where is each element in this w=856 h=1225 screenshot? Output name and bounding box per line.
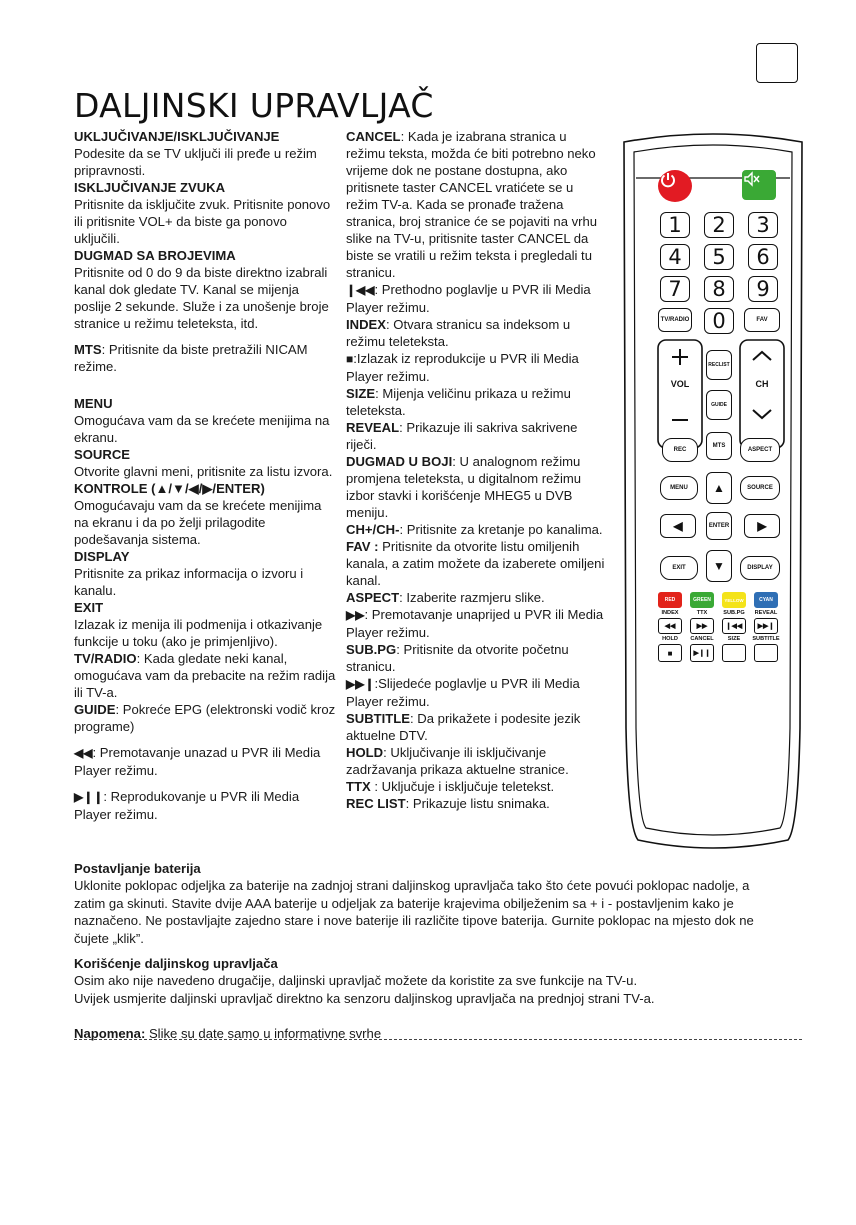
page-number-box	[756, 43, 798, 83]
heading-exit: EXIT	[74, 600, 104, 615]
menu-button[interactable]: MENU	[660, 476, 698, 500]
cyan-button[interactable]: CYAN	[754, 592, 778, 608]
bottom-section	[74, 860, 774, 1043]
middle-column	[346, 128, 608, 812]
ttx-label: TTX	[696, 610, 708, 616]
remote-control-illustration	[620, 128, 806, 856]
power-button[interactable]	[658, 170, 692, 202]
heading-subpg: SUB.PG	[346, 642, 397, 657]
cancel-label: CANCEL	[690, 636, 714, 642]
digit-8-button[interactable]: 8	[704, 276, 734, 302]
digit-1-button[interactable]: 1	[660, 212, 690, 238]
previous-button-icon: ❙◀◀	[725, 623, 743, 630]
digit-2-button[interactable]: 2	[704, 212, 734, 238]
text-mts: : Pritisnite da biste pretražili NICAM režime.	[74, 342, 308, 374]
text-tvradio: : Kada gledate neki kanal, omogućava vam da prebacite na režim radija ili TV-a.	[74, 651, 336, 700]
reveal-label: REVEAL	[754, 610, 778, 616]
rewind-icon: ◀◀	[74, 746, 93, 760]
digit-9-button[interactable]: 9	[748, 276, 778, 302]
mts-button[interactable]: MTS	[706, 432, 732, 460]
stop-button[interactable]	[658, 644, 682, 662]
text-color-buttons: : U analognom režimu promjena teleteksta, u digitalnom režimu izbor stavki i korišćenje MHEG5 u DVB meniju.	[346, 454, 582, 520]
page-title: DALJINSKI UPRAVLJAČ	[74, 86, 434, 125]
mute-icon	[743, 171, 761, 187]
fav-button[interactable]: FAV	[744, 308, 780, 332]
text-exit: Izlazak iz menija ili podmenija i otkazivanje funkcije u toku (ako je primjenljivo).	[74, 617, 323, 649]
display-button[interactable]: DISPLAY	[740, 556, 780, 580]
text-display: Pritisnite za prikaz informacija o izvoru i kanalu.	[74, 566, 304, 598]
down-button[interactable]	[706, 550, 732, 582]
up-button[interactable]	[706, 472, 732, 504]
heading-mts: MTS	[74, 342, 102, 357]
stop-button-icon: ■	[667, 648, 673, 658]
text-hold: : Uključivanje ili isključivanje zadržavanja prikaza aktuelne stranice.	[346, 745, 569, 777]
text-cancel: : Kada je izabrana stranica u režimu teksta, možda će biti potrebno neko vrijeme dok ne postane dostupna, ako pritisnete taster CANCEL vratićete se u režim TV-a. Kada se pronađe tražena stranica, broj stranice će se pojaviti na vrhu slike na TV-u, pritisnite taster CANCEL da biste se vratili u režim teksta i pregledali tu stranicu.	[346, 129, 598, 280]
play-pause-button[interactable]	[690, 644, 714, 662]
left-column	[74, 128, 336, 823]
red-button[interactable]: RED	[658, 592, 682, 608]
text-next: :Slijedeće poglavlje u PVR ili Media Player režimu.	[346, 676, 580, 709]
rec-button[interactable]: REC	[662, 438, 698, 462]
left-arrow-icon: ◀	[673, 519, 683, 533]
heading-display: DISPLAY	[74, 549, 130, 564]
text-subpg: : Pritisnite da otvorite početnu stranicu.	[346, 642, 569, 674]
heading-color-buttons: DUGMAD U BOJI	[346, 454, 453, 469]
text-fast-forward: : Premotavanje unaprijed u PVR ili Media Player režimu.	[346, 607, 604, 640]
heading-hold: HOLD	[346, 745, 384, 760]
aspect-button[interactable]: ASPECT	[740, 438, 780, 462]
heading-tvradio: TV/RADIO	[74, 651, 137, 666]
text-subtitle: : Da prikažete i podesite jezik aktuelne DTV.	[346, 711, 581, 743]
left-button[interactable]	[660, 514, 696, 538]
exit-button[interactable]: EXIT	[660, 556, 698, 580]
previous-chapter-icon: ❙◀◀	[346, 283, 375, 297]
digit-3-button[interactable]: 3	[748, 212, 778, 238]
previous-button[interactable]	[722, 618, 746, 634]
heading-number-buttons: DUGMAD SA BROJEVIMA	[74, 248, 236, 263]
text-using-remote-1: Osim ako nije navedeno drugačije, daljinski upravljač možete da koristite za sve funkcije na TV-u.	[74, 973, 638, 989]
rewind-button[interactable]	[658, 618, 682, 634]
heading-mute: ISKLJUČIVANJE ZVUKA	[74, 180, 226, 195]
next-chapter-icon: ▶▶❙	[346, 677, 375, 691]
ch-label: CH	[755, 379, 769, 389]
mute-button[interactable]	[742, 170, 776, 200]
heading-source: SOURCE	[74, 447, 131, 462]
stop-icon: ■	[346, 352, 354, 366]
digit-0-button[interactable]: 0	[704, 308, 734, 334]
down-arrow-icon: ▼	[713, 559, 725, 573]
next-button-icon: ▶▶❙	[757, 623, 775, 630]
fast-forward-button-icon: ▶▶	[696, 623, 708, 630]
heading-reveal: REVEAL	[346, 420, 400, 435]
text-using-remote-2: Uvijek usmjerite daljinski upravljač direktno ka senzoru daljinskog upravljača na prednjoj strani TV-a.	[74, 990, 655, 1006]
digit-4-button[interactable]: 4	[660, 244, 690, 270]
digit-5-button[interactable]: 5	[704, 244, 734, 270]
up-arrow-icon: ▲	[713, 481, 725, 495]
heading-menu: MENU	[74, 396, 113, 411]
text-menu: Omogućava vam da se krećete menijima na ekranu.	[74, 413, 330, 445]
text-ch: : Pritisnite za kretanje po kanalima.	[399, 522, 603, 537]
heading-index: INDEX	[346, 317, 387, 332]
text-mute: Pritisnite da isključite zvuk. Pritisnite ponovo ili pritisnite VOL+ da biste ga ponovo uključili.	[74, 197, 331, 246]
text-power: Podesite da se TV uključi ili pređe u režim pripravnosti.	[74, 146, 317, 178]
heading-aspect: ASPECT	[346, 590, 400, 605]
subtitle-label: SUBTITLE	[752, 636, 780, 642]
text-number-buttons: Pritisnite od 0 do 9 da biste direktno izabrali kanal dok gledate TV. Kanal se mijenja poslije 2 sekunde. Služe i za unošenje broje stranice u režimu teleteksta, itd.	[74, 265, 329, 331]
tvradio-button[interactable]: TV/RADIO	[658, 308, 692, 332]
heading-size: SIZE	[346, 386, 376, 401]
play-pause-icon: ▶❙❙	[74, 790, 104, 804]
digit-6-button[interactable]: 6	[748, 244, 778, 270]
text-aspect: : Izaberite razmjeru slike.	[399, 590, 545, 605]
source-button[interactable]: SOURCE	[740, 476, 780, 500]
right-button[interactable]	[744, 514, 780, 538]
reclist-button[interactable]: RECLIST	[706, 350, 732, 380]
text-reclist: : Prikazuje listu snimaka.	[405, 796, 550, 811]
text-reveal: : Prikazuje ili sakriva sakrivene riječi.	[346, 420, 578, 452]
fast-forward-button[interactable]	[690, 618, 714, 634]
text-batteries: Uklonite poklopac odjeljka za baterije na zadnjoj strani daljinskog upravljača tako što ćete povući poklopac nadolje, a zatim ga skinuti. Stavite dvije AAA baterije u odjeljak za baterije krajevima obilježenim sa + i - postavljenim kako je naznačeno. Ne postavljajte zajedno stare i nove baterije ili različite tipove baterija. Gurnite poklopac na mjesto dok ne čujete „klik”.	[74, 878, 754, 946]
heading-ttx: TTX	[346, 779, 371, 794]
digit-7-button[interactable]: 7	[660, 276, 690, 302]
note-text: Slike su date samo u informativne svrhe	[145, 1026, 382, 1042]
dashed-separator	[74, 1039, 802, 1040]
text-stop: :Izlazak iz reprodukcije u PVR ili Media Player režimu.	[346, 351, 579, 384]
note-label: Napomena:	[74, 1026, 146, 1042]
fast-forward-icon: ▶▶	[346, 608, 365, 622]
size-button[interactable]	[722, 644, 746, 662]
subpg-label: SUB.PG	[723, 610, 745, 616]
guide-button[interactable]: GUIDE	[706, 390, 732, 420]
text-fav: Pritisnite da otvorite listu omiljenih kanala, a zatim možete da izaberete omiljeni kanal.	[346, 539, 605, 588]
right-arrow-icon: ▶	[757, 519, 767, 533]
text-guide: : Pokreće EPG (elektronski vodič kroz programe)	[74, 702, 336, 734]
heading-fav: FAV :	[346, 539, 379, 554]
heading-subtitle: SUBTITLE	[346, 711, 411, 726]
heading-batteries: Postavljanje baterija	[74, 861, 201, 876]
yellow-button[interactable]: YELLOW	[722, 592, 746, 608]
text-previous: : Prethodno poglavlje u PVR ili Media Player režimu.	[346, 282, 591, 315]
vol-label: VOL	[670, 379, 690, 389]
heading-using-remote: Korišćenje daljinskog upravljača	[74, 956, 278, 972]
text-index: : Otvara stranicu sa indeksom u režimu teleteksta.	[346, 317, 571, 349]
heading-ch: CH+/CH-	[346, 522, 400, 537]
green-button[interactable]: GREEN	[690, 592, 714, 608]
power-icon	[659, 171, 677, 189]
heading-guide: GUIDE	[74, 702, 116, 717]
heading-reclist: REC LIST	[346, 796, 406, 811]
rewind-button-icon: ◀◀	[664, 623, 676, 630]
size-label: SIZE	[727, 636, 741, 642]
next-button[interactable]	[754, 618, 778, 634]
subtitle-button[interactable]	[754, 644, 778, 662]
text-controls: Omogućavaju vam da se krećete menijima na ekranu i da po želji prilagodite podešavanja sistema.	[74, 498, 322, 547]
heading-cancel: CANCEL	[346, 129, 401, 144]
enter-button[interactable]: ENTER	[706, 512, 732, 540]
heading-power: UKLJUČIVANJE/ISKLJUČIVANJE	[74, 129, 280, 144]
text-ttx: : Uključuje i isključuje teletekst.	[370, 779, 555, 794]
heading-controls: KONTROLE (▲/▼/◀/▶/ENTER)	[74, 481, 265, 496]
text-source: Otvorite glavni meni, pritisnite za listu izvora.	[74, 464, 333, 479]
text-size: : Mijenja veličinu prikaza u režimu teleteksta.	[346, 386, 571, 418]
text-rewind: : Premotavanje unazad u PVR ili Media Player režimu.	[74, 745, 321, 778]
text-play: : Reprodukovanje u PVR ili Media Player režimu.	[74, 789, 300, 822]
index-label: INDEX	[661, 610, 679, 616]
play-pause-button-icon: ▶❙❙	[693, 650, 711, 657]
hold-label: HOLD	[662, 636, 678, 642]
